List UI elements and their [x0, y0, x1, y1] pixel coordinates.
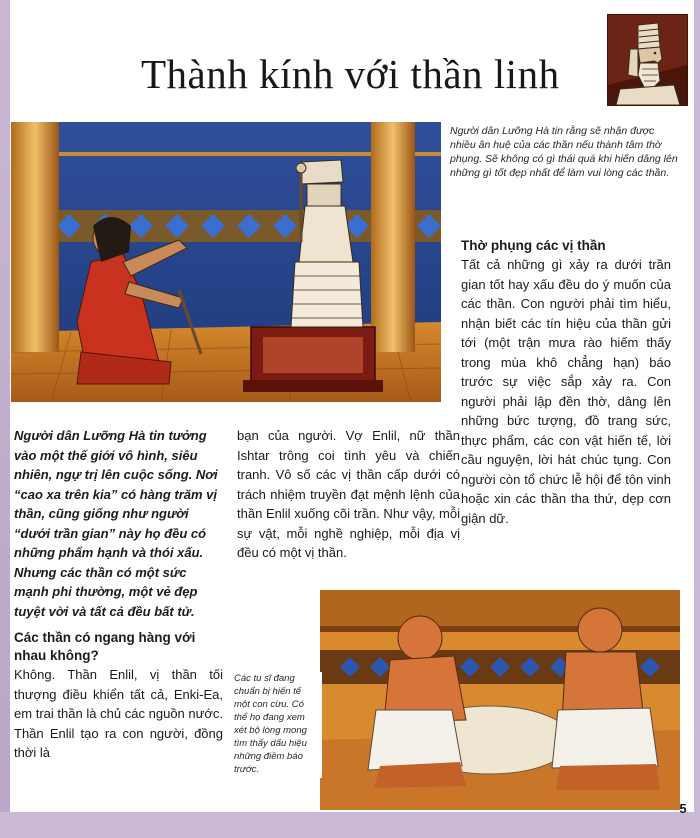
page-title: Thành kính với thần linh	[141, 51, 560, 97]
top-image-caption: Người dân Lưỡng Hà tin rằng sẽ nhận được nhiều ân huệ của các thần nếu thành tâm thờ phụng. Sẽ không có gì thái quá khi hiến dâng lên những gì tốt đẹp nhất để làm vui lòng các thần.	[450, 125, 678, 179]
intro-paragraph: Người dân Lưỡng Hà tin tưởng vào một thế giới vô hình, siêu nhiên, ngự trị lên cuộc sống. Nơi “cao xa trên kia” có hàng trăm vị thần, cũng giống như người “dưới trần gian” này họ đều có những phẩm hạnh và thói xấu. Nhưng các thần có một sức mạnh phi thường, một vẻ đẹp tuyệt vời và tất cả đều bất tử.	[14, 428, 218, 619]
page-number: 5	[679, 801, 687, 816]
left-body-paragraph: Không. Thần Enlil, vị thần tối thượng điều khiển tất cả, Enki-Ea, em trai thần là chủ các nguồn nước. Thần Enlil tạo ra con người, đồng thời là	[14, 667, 223, 760]
left-border-strip	[0, 0, 10, 838]
section-heading-worship: Thờ phụng các vị thần	[461, 238, 606, 253]
right-border-strip	[694, 0, 700, 838]
middle-text-column	[237, 426, 460, 563]
worship-scene-illustration	[11, 122, 441, 402]
right-body-paragraph: Tất cả những gì xảy ra dưới trần gian tốt hay xấu đều do ý muốn của các thần. Con người phải tìm hiểu, nhận biết các tín hiệu của thần gửi tới (một trận mưa rào hiếm thấy trong mùa khô chẳng hạn) báo trước sự việc sắp xảy ra. Con người phải lập đền thờ, dâng lên những bức tượng, đồ trang sức, thực phẩm, các con vật hiến tế, lời cầu nguyện, lời hát chúc tụng. Con người còn tổ chức lễ hội để tôn vinh hoặc xin các thần tha thứ, dẹp cơn giận dữ.	[461, 257, 671, 526]
bottom-image-caption: Các tu sĩ đang chuẩn bị hiến tế một con cừu. Có thể họ đang xem xét bộ lòng mong tìm thấy dấu hiệu những điềm báo trước.	[232, 672, 322, 778]
king-portrait-image	[607, 14, 688, 106]
right-text-column	[461, 237, 671, 528]
left-text-column	[14, 426, 223, 763]
section-heading-gods-equal: Các thần có ngang hàng với nhau không?	[14, 630, 196, 663]
middle-body-paragraph: bạn của người. Vợ Enlil, nữ thần Ishtar trông coi tình yêu và chiến tranh. Vô số các vị thần cấp dưới có trách nhiệm truyền đạt mệnh lệnh của thần Enlil xuống cõi trần. Như vậy, mỗi sự vật, mỗi nghề nghiệp, mỗi địa vị đều có một vị thần.	[237, 428, 460, 560]
bottom-border-strip	[0, 812, 700, 838]
